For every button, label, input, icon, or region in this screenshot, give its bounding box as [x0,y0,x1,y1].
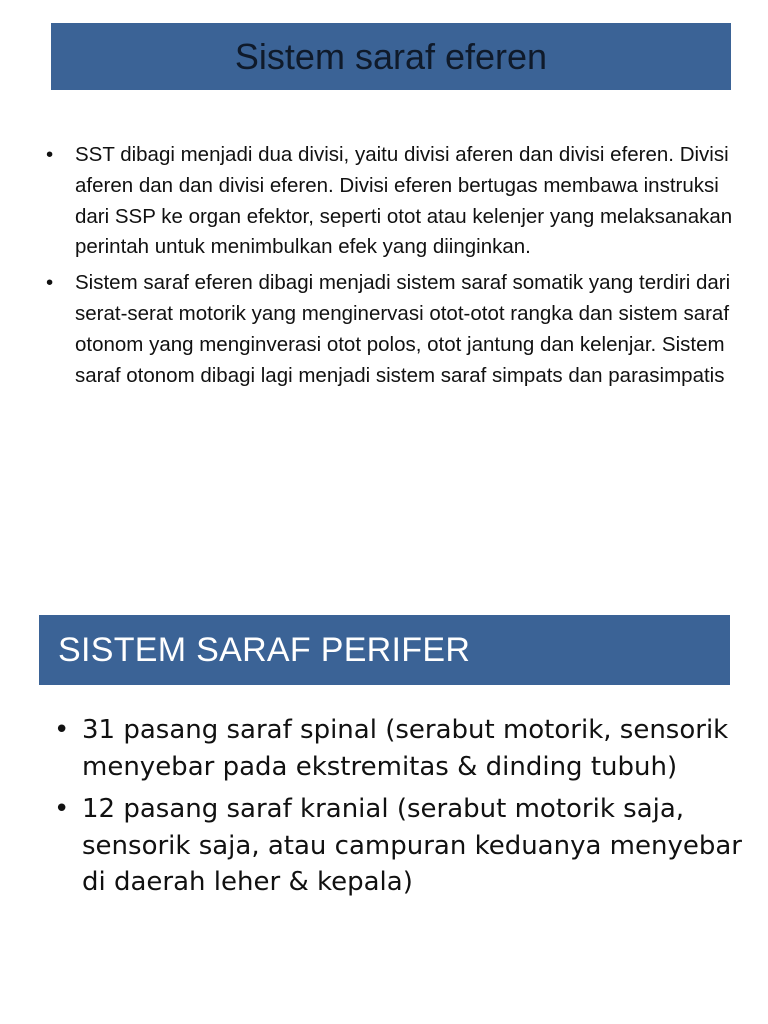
bullet-item [44,140,734,263]
bullet-list [44,140,734,396]
bullet-item [44,268,734,391]
bullet-icon: • [54,794,70,824]
bullet-text: 31 pasang saraf spinal (serabut motorik, sensorik menyebar pada ekstremitas & dinding tubuh) [82,715,729,782]
bullet-icon: • [46,271,54,295]
slide-title: Sistem saraf eferen [234,35,548,77]
bullet-item [52,791,742,901]
bullet-list [52,712,742,907]
bullet-text: 12 pasang saraf kranial (serabut motorik saja, sensorik saja, atau campuran keduanya menyebar di daerah leher & kepala) [82,794,742,897]
bullet-text: Sistem saraf eferen dibagi menjadi sistem saraf somatik yang terdiri dari serat-serat motorik yang menginervasi otot-otot rangka dan sistem saraf otonom yang menginverasi otot polos, otot jantung dan kelenjar. Sistem saraf otonom dibagi lagi menjadi sistem saraf simpats dan parasimpatis [75,271,731,387]
title-bar [51,23,731,90]
slide-title: SISTEM SARAF PERIFER [58,630,471,669]
bullet-icon: • [54,715,70,745]
slide-sistem-saraf-perifer [0,560,768,1024]
bullet-text: SST dibagi menjadi dua divisi, yaitu divisi aferen dan divisi eferen. Divisi aferen dan dan divisi eferen. Divisi eferen bertugas membawa instruksi dari SSP ke organ efektor, seperti otot atau kelenjer yang melaksanakan perintah untuk menimbulkan efek yang diinginkan. [75,143,733,259]
title-bar [39,615,730,685]
bullet-icon: • [46,143,54,166]
bullet-item [52,712,742,785]
